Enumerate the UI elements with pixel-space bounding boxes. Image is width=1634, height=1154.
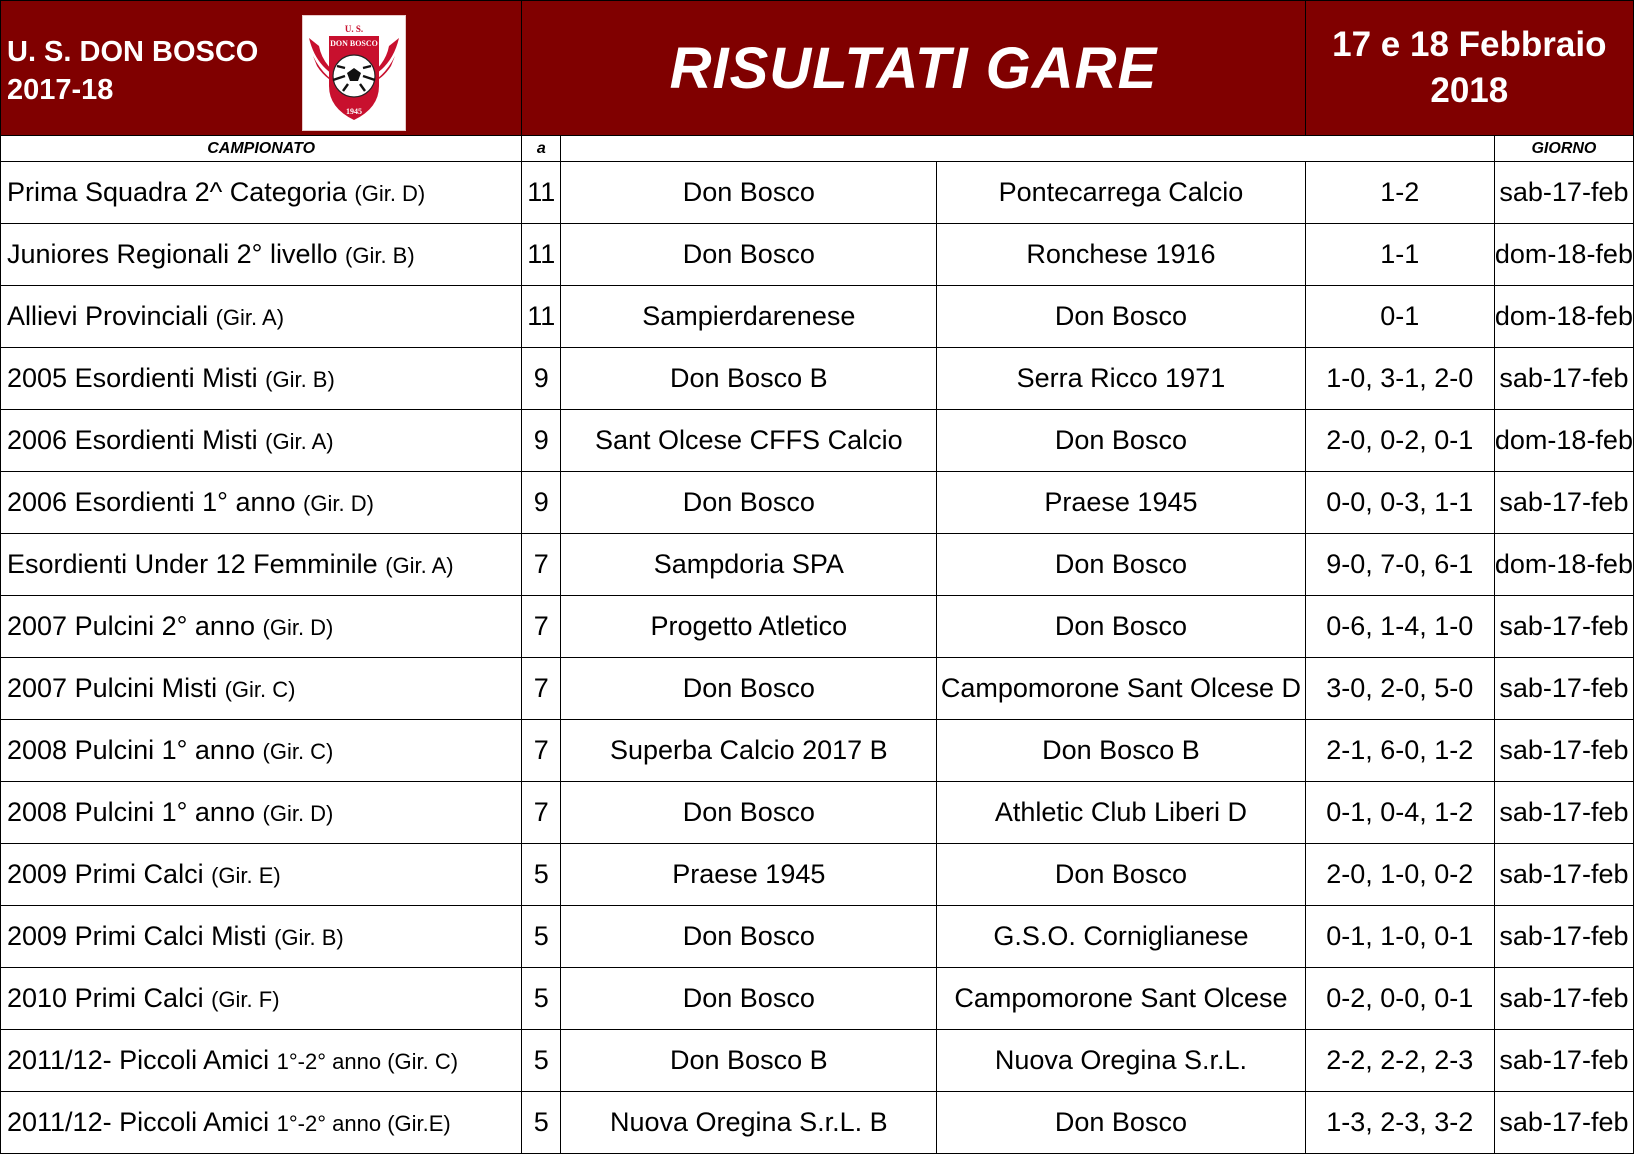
championship-name: 2011/12- Piccoli Amici [7, 1045, 270, 1075]
score-cell: 2-0, 0-2, 0-1 [1305, 410, 1494, 472]
home-team-cell: Sant Olcese CFFS Calcio [561, 410, 937, 472]
away-team-cell: Don Bosco [937, 410, 1305, 472]
home-team-cell: Superba Calcio 2017 B [561, 720, 937, 782]
day-cell: sab-17-feb [1494, 844, 1633, 906]
round-cell: 5 [522, 906, 561, 968]
home-team-cell: Sampierdarenese [561, 286, 937, 348]
result-row [1, 720, 1634, 782]
away-team-cell: Don Bosco B [937, 720, 1305, 782]
championship-cell [1, 782, 522, 844]
score-cell: 0-1, 1-0, 0-1 [1305, 906, 1494, 968]
championship-cell [1, 348, 522, 410]
round-cell: 7 [522, 596, 561, 658]
result-row [1, 968, 1634, 1030]
group-label: (Gir. A) [385, 553, 454, 578]
home-team-cell: Praese 1945 [561, 844, 937, 906]
championship-cell [1, 844, 522, 906]
result-row [1, 596, 1634, 658]
championship-name: 2005 Esordienti Misti [7, 363, 258, 393]
result-row [1, 1092, 1634, 1154]
day-cell: dom-18-feb [1494, 224, 1633, 286]
championship-name: 2006 Esordienti Misti [7, 425, 258, 455]
home-team-cell: Sampdoria SPA [561, 534, 937, 596]
club-logo [302, 15, 406, 131]
championship-cell [1, 1030, 522, 1092]
score-cell: 2-1, 6-0, 1-2 [1305, 720, 1494, 782]
page-title: RISULTATI GARE [522, 1, 1305, 136]
championship-name: 2010 Primi Calci [7, 983, 204, 1013]
round-cell: 5 [522, 968, 561, 1030]
home-team-cell: Don Bosco [561, 658, 937, 720]
score-cell: 1-1 [1305, 224, 1494, 286]
result-row [1, 534, 1634, 596]
col-header-round: a [522, 136, 561, 162]
away-team-cell: Athletic Club Liberi D [937, 782, 1305, 844]
score-cell: 2-2, 2-2, 2-3 [1305, 1030, 1494, 1092]
round-cell: 11 [522, 162, 561, 224]
result-row [1, 224, 1634, 286]
date-line1: 17 e 18 Febbraio [1332, 25, 1607, 64]
round-cell: 5 [522, 1092, 561, 1154]
round-cell: 7 [522, 534, 561, 596]
away-team-cell: Serra Ricco 1971 [937, 348, 1305, 410]
column-header-row [1, 136, 1634, 162]
championship-cell [1, 906, 522, 968]
club-name [7, 33, 258, 109]
away-team-cell: Don Bosco [937, 1092, 1305, 1154]
day-cell: sab-17-feb [1494, 906, 1633, 968]
championship-cell [1, 968, 522, 1030]
championship-cell [1, 720, 522, 782]
group-label: (Gir. F) [211, 987, 280, 1012]
day-cell: dom-18-feb [1494, 410, 1633, 472]
round-cell: 9 [522, 472, 561, 534]
day-cell: sab-17-feb [1494, 596, 1633, 658]
championship-name: 2009 Primi Calci Misti [7, 921, 267, 951]
championship-cell [1, 286, 522, 348]
group-label: (Gir. A) [215, 305, 285, 330]
result-row [1, 286, 1634, 348]
result-row [1, 162, 1634, 224]
score-cell: 0-1, 0-4, 1-2 [1305, 782, 1494, 844]
round-cell: 9 [522, 410, 561, 472]
round-cell: 7 [522, 720, 561, 782]
group-label: (Gir. C) [262, 739, 334, 764]
day-cell: sab-17-feb [1494, 658, 1633, 720]
championship-cell [1, 224, 522, 286]
group-label: (Gir. A) [265, 429, 334, 454]
score-cell: 1-0, 3-1, 2-0 [1305, 348, 1494, 410]
championship-cell [1, 534, 522, 596]
championship-name: 2009 Primi Calci [7, 859, 204, 889]
date-cell [1305, 1, 1633, 136]
club-cell [1, 1, 522, 136]
round-cell: 7 [522, 782, 561, 844]
championship-cell [1, 410, 522, 472]
col-header-campionato: CAMPIONATO [1, 136, 522, 162]
group-label: (Gir. D) [354, 181, 426, 206]
away-team-cell: Pontecarrega Calcio [937, 162, 1305, 224]
championship-name: Juniores Regionali 2° livello [7, 239, 338, 269]
group-label: (Gir. B) [345, 243, 415, 268]
group-label: (Gir. B) [274, 925, 344, 950]
score-cell: 0-0, 0-3, 1-1 [1305, 472, 1494, 534]
logo-text-year: 1945 [346, 107, 362, 116]
away-team-cell: Ronchese 1916 [937, 224, 1305, 286]
group-label: (Gir. D) [303, 491, 374, 516]
day-cell: dom-18-feb [1494, 286, 1633, 348]
day-cell: dom-18-feb [1494, 534, 1633, 596]
championship-name: 2007 Pulcini Misti [7, 673, 218, 703]
group-label: (Gir. C) [224, 677, 296, 702]
logo-text-donbosco: DON BOSCO [330, 39, 378, 48]
home-team-cell: Don Bosco B [561, 348, 937, 410]
result-row [1, 1030, 1634, 1092]
group-label: (Gir. D) [262, 801, 334, 826]
home-team-cell: Don Bosco [561, 906, 937, 968]
day-cell: sab-17-feb [1494, 720, 1633, 782]
group-label: 1°-2° anno (Gir. C) [276, 1049, 459, 1074]
col-header-blank [561, 136, 1495, 162]
away-team-cell: G.S.O. Corniglianese [937, 906, 1305, 968]
championship-cell [1, 596, 522, 658]
away-team-cell: Campomorone Sant Olcese D [937, 658, 1305, 720]
result-row [1, 410, 1634, 472]
home-team-cell: Don Bosco [561, 162, 937, 224]
round-cell: 5 [522, 1030, 561, 1092]
score-cell: 1-3, 2-3, 3-2 [1305, 1092, 1494, 1154]
championship-name: 2008 Pulcini 1° anno [7, 797, 255, 827]
championship-name: 2007 Pulcini 2° anno [7, 611, 255, 641]
home-team-cell: Don Bosco [561, 472, 937, 534]
championship-name: Allievi Provinciali [7, 301, 209, 331]
day-cell: sab-17-feb [1494, 472, 1633, 534]
round-cell: 11 [522, 286, 561, 348]
championship-name: Esordienti Under 12 Femminile [7, 549, 378, 579]
round-cell: 7 [522, 658, 561, 720]
round-cell: 5 [522, 844, 561, 906]
group-label: (Gir. D) [262, 615, 334, 640]
day-cell: sab-17-feb [1494, 348, 1633, 410]
score-cell: 9-0, 7-0, 6-1 [1305, 534, 1494, 596]
day-cell: sab-17-feb [1494, 968, 1633, 1030]
round-cell: 11 [522, 224, 561, 286]
away-team-cell: Don Bosco [937, 844, 1305, 906]
round-cell: 9 [522, 348, 561, 410]
day-cell: sab-17-feb [1494, 1030, 1633, 1092]
championship-cell [1, 658, 522, 720]
home-team-cell: Don Bosco B [561, 1030, 937, 1092]
result-row [1, 844, 1634, 906]
club-season: 2017-18 [7, 74, 114, 106]
result-row [1, 658, 1634, 720]
away-team-cell: Don Bosco [937, 534, 1305, 596]
championship-name: Prima Squadra 2^ Categoria [7, 177, 347, 207]
championship-cell [1, 162, 522, 224]
score-cell: 3-0, 2-0, 5-0 [1305, 658, 1494, 720]
result-row [1, 472, 1634, 534]
away-team-cell: Don Bosco [937, 596, 1305, 658]
col-header-giorno: GIORNO [1494, 136, 1633, 162]
home-team-cell: Don Bosco [561, 968, 937, 1030]
result-row [1, 782, 1634, 844]
score-cell: 0-6, 1-4, 1-0 [1305, 596, 1494, 658]
championship-name: 2011/12- Piccoli Amici [7, 1107, 270, 1137]
away-team-cell: Campomorone Sant Olcese [937, 968, 1305, 1030]
away-team-cell: Nuova Oregina S.r.L. [937, 1030, 1305, 1092]
day-cell: sab-17-feb [1494, 1092, 1633, 1154]
day-cell: sab-17-feb [1494, 782, 1633, 844]
score-cell: 2-0, 1-0, 0-2 [1305, 844, 1494, 906]
home-team-cell: Progetto Atletico [561, 596, 937, 658]
away-team-cell: Don Bosco [937, 286, 1305, 348]
result-row [1, 348, 1634, 410]
home-team-cell: Don Bosco [561, 782, 937, 844]
away-team-cell: Praese 1945 [937, 472, 1305, 534]
group-label: 1°-2° anno (Gir.E) [276, 1111, 451, 1136]
championship-name: 2008 Pulcini 1° anno [7, 735, 255, 765]
header-row [1, 1, 1634, 136]
score-cell: 0-1 [1305, 286, 1494, 348]
group-label: (Gir. E) [211, 863, 281, 888]
group-label: (Gir. B) [265, 367, 335, 392]
home-team-cell: Nuova Oregina S.r.L. B [561, 1092, 937, 1154]
day-cell: sab-17-feb [1494, 162, 1633, 224]
logo-text-us: U. S. [344, 24, 364, 34]
score-cell: 0-2, 0-0, 0-1 [1305, 968, 1494, 1030]
date-line2: 2018 [1430, 71, 1509, 110]
club-name-line1: U. S. DON BOSCO [7, 36, 259, 68]
championship-cell [1, 1092, 522, 1154]
home-team-cell: Don Bosco [561, 224, 937, 286]
championship-name: 2006 Esordienti 1° anno [7, 487, 296, 517]
result-row [1, 906, 1634, 968]
club-crest-icon [303, 16, 405, 130]
championship-cell [1, 472, 522, 534]
results-body [1, 162, 1634, 1154]
score-cell: 1-2 [1305, 162, 1494, 224]
